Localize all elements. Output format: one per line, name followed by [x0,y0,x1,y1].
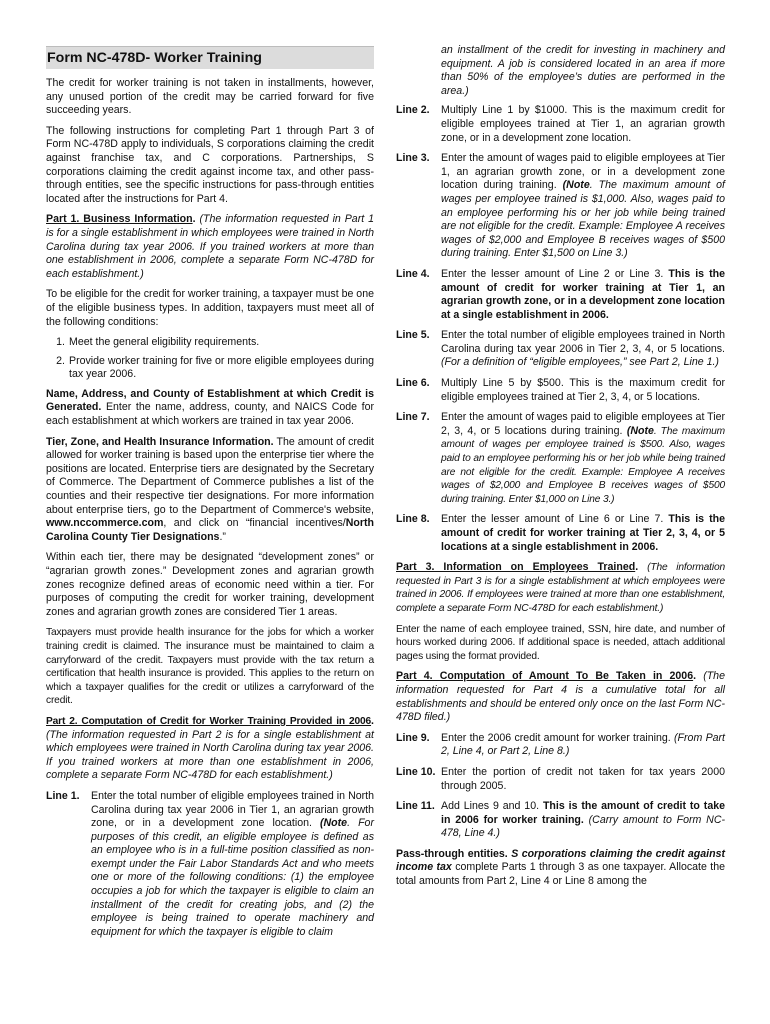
part1-heading: Part 1. Business Information [46,213,193,226]
part2-section: Part 2. Computation of Credit for Worker Training Provided in 2006. (The information requested in Part 2 is for a single establishment at which employees were trained in North Carolina during tax year 2006. If you trained workers at more than one establishment in 2006, complete a separate Form NC-478D for each establishment.) [46,714,374,782]
health-insurance-paragraph: Taxpayers must provide health insurance for the jobs for which a worker training credit is claimed. The insurance must be maintained to claim a carryforward of the credit. Taxpayers must provide with the tax return a certification that health insurance is provided. This applies to the return on which a taxpayer qualifies for the credit or utilizes a carryforward of the credit. [46,627,374,707]
line5-instruction: Line 5. Enter the total number of eligible employees trained in North Carolina during tax year 2006 in Tier 2, 3, 4, or 5 locations. (For a definition of “eligible employees,” see Part 2, Line 1.) [396,329,725,369]
tier-zone-section: Tier, Zone, and Health Insurance Information. The amount of credit allowed for worker training is based upon the enterprise tier where the positions are located. Enterprise tiers are designated by the Secretary of Commerce. The Department of Commerce publishes a list of the counties and their respective tier designations. For more information about enterprise tiers, go to the Department of Commerce's website, www.nccommerce.com, and click on “financial incentives/North Carolina County Tier Designations.” [46,435,374,543]
tier-zone-heading: Tier, Zone, and Health Insurance Information. [46,435,274,448]
part2-note: (The information requested in Part 2 is for a single establishment at which employees were trained in North Carolina during tax year 2006. If you trained workers at more than one establishment in 2006, complete a separate Form NC-478D for each establishment.) [46,728,374,782]
form-title-bar [46,46,374,69]
part4-heading: Part 4. Computation of Amount To Be Taken in 2006 [396,670,694,683]
part1-note: (The information requested in Part 1 is for a single establishment in which employees were trained in North Carolina during tax year 2006. If you trained workers at more than one establishment in 2006, complete a separate Form NC-478D for each establishment.) [46,213,374,280]
line2-instruction: Line 2. Multiply Line 1 by $1000. This is the maximum credit for eligible employees trained at Tier 1, an agrarian growth zone, or in a development zone location. [396,104,725,144]
name-address-heading: Name, Address, and County of Establishment at which Credit is Generated. [46,387,374,414]
line7-instruction: Line 7. Enter the amount of wages paid to eligible employees at Tier 2, 3, 4, or 5 locations during training. (Note. The maximum amount of wages per employee trained is $500. Also, wages paid to an employee performing his or her job while being trained are not eligible for the credit. Example: Employee A receives wages of $2,000 and Employee B receives wages of $500 during training. Enter $1,000 on Line 3.) [396,411,726,505]
left-column [46,0,374,946]
intro-paragraph-2: The following instructions for completing Part 1 through Part 3 of Form NC-478D apply to individuals, S corporations claiming the credit against franchise tax, and C corporations. Partnerships, S corporations claiming the credit against income tax, and other pass-through entities, see the specific instructions for pass-through entities located after the instructions for Part 4. [46,124,374,205]
part4-note: (The information requested for Part 4 is a cumulative total for all establishments and should be entered only once on the last Form NC-478D filed.) [396,670,725,724]
right-column [396,0,725,896]
line9-instruction: Line 9. Enter the 2006 credit amount for worker training. (From Part 2, Line 4, or Part 2, Line 8.) [396,731,725,758]
line11-instruction: Line 11. Add Lines 9 and 10. This is the amount of credit to take in 2006 for worker training. (Carry amount to Form NC-478, Line 4.) [396,800,725,840]
line3-instruction: Line 3. Enter the amount of wages paid to eligible employees at Tier 1, an agrarian growth zone, or in a development zone location during training. (Note. The maximum amount of wages per employee trained is $1,000. Also, wages paid to an employee performing his or her job while being trained are not eligible for the credit. Example: Employee A receives wages of $2,000 and Employee B receives wages of $500 during training. Enter $1,500 on Line 3.) [396,152,725,260]
part4-section: Part 4. Computation of Amount To Be Taken in 2006. (The information requested for Part 4 is a cumulative total for all establishments and should be entered only once on the last Form NC-478D filed.) [396,670,725,724]
name-address-section [46,388,374,429]
line8-instruction: Line 8. Enter the lesser amount of Line 6 or Line 7. This is the amount of credit for worker training at Tier 2, 3, 4, or 5 locations at a single establishment in 2006. [396,513,726,553]
tier-designations-link[interactable]: North Carolina County Tier Designations [46,517,374,543]
line-label: Line 1. [46,789,80,802]
part3-note: (The information requested in Part 3 is for a single establishment at which employees were trained in 2006. If employees were trained at more than one establishment, complete a separate Form NC-478D for each establishment.) [396,562,725,614]
pass-through-section: Pass-through entities. S corporations claiming the credit against income tax complete Parts 1 through 3 as one taxpayer. Allocate the total amounts from Part 2, Line 4 or Line 8 among the [396,847,726,888]
part3-heading: Part 3. Information on Employees Trained [396,561,636,574]
eligibility-intro: To be eligible for the credit for worker training, a taxpayer must be one of the eligible business types. In addition, taxpayers must meet all of the following conditions: [46,288,374,328]
line6-instruction: Line 6. Multiply Line 5 by $500. This is the maximum credit for eligible employees trained at Tier 2, 3, 4, or 5 locations. [396,377,725,403]
intro-paragraph-1: The credit for worker training is not taken in installments, however, any unused portion of the credit may be carried forward for five succeeding years. [46,77,374,117]
conditions-list [46,336,374,382]
list-item: 2. Provide worker training for five or more eligible employees during tax year 2006. [56,354,375,381]
line4-instruction: Line 4. Enter the lesser amount of Line 2 or Line 3. This is the amount of credit for worker training at Tier 1, an agrarian growth zone, or in a development zone location at a single establishment in 2006. [396,267,726,321]
part1-section: Part 1. Business Information. (The information requested in Part 1 is for a single establishment in which employees were trained in North Carolina during tax year 2006. If you trained workers at more than one establishment in 2006, complete a separate Form NC-478D for each establishment.) [46,213,374,280]
zones-paragraph: Within each tier, there may be designated “development zones” or “agrarian growth zones.” Development zones and agrarian growth zones recognize defined areas of economic need within a tier. For purposes of computing the credit for worker training, development zones and agrarian growth zones are considered Tier 1 areas. [46,551,374,618]
part2-heading: Part 2. Computation of Credit for Worker Training Provided in 2006 [46,715,372,727]
pass-through-heading: Pass-through entities. [396,847,508,860]
name-address-text: Enter the name, address, county, and NAICS Code for each establishment at which workers are trained in tax year 2006. [46,401,374,428]
line1-instruction: Line 1. Enter the total number of eligible employees trained in North Carolina during tax year 2006 in Tier 1, an agrarian growth zone, or in a development zone location. (Note. For purposes of this credit, an eligible employee is defined as an employee who is in a full-time position classified as non-exempt under the Fair Labor Standards Act and who meets one or more of the following conditions: (1) the employee occupies a job for which the taxpayer is eligible to claim an installment of the credit for creating jobs, and (2) the employee is being trained to operate machinery and equipment for which the taxpayer is eligible to claim [46,789,374,938]
part3-text: Enter the name of each employee trained, SSN, hire date, and number of hours worked during 2006. If additional space is needed, attach additional pages using the format provided. [396,623,725,662]
part3-section: Part 3. Information on Employees Trained. (The information requested in Part 3 is for a single establishment at which employees were trained in 2006. If employees were trained at more than one establishment, complete a separate Form NC-478D for each establishment.) [396,561,725,614]
line10-instruction: Line 10. Enter the portion of credit not taken for tax years 2000 through 2005. [396,765,725,792]
form-title: Form NC-478D- Worker Training [47,50,262,66]
line1-continuation: an installment of the credit for investing in machinery and equipment. A job is considered located in an area if more than 50% of the employee’s duties are performed in the area.) [441,44,725,97]
list-item: 1. Meet the general eligibility requirements. [56,336,260,349]
commerce-website-link[interactable]: www.nccommerce.com [46,517,164,530]
